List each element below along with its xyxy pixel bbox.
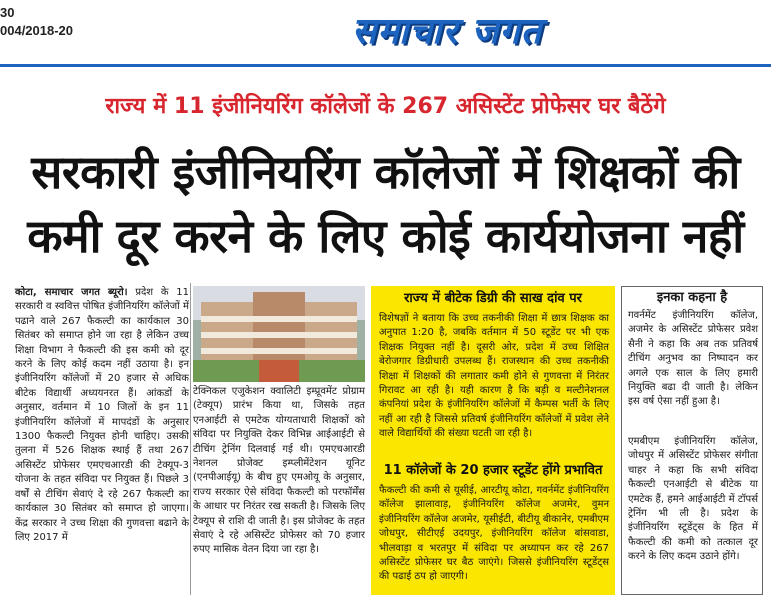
masthead: समाचार जगत: [352, 11, 543, 52]
college-building-photo: [193, 286, 365, 382]
article-headline: [14, 140, 757, 268]
lead-column: [15, 286, 189, 545]
article-kicker: राज्य में 11 इंजीनियरिंग कॉलेजों के 267 असिस्टेंट प्रोफेसर घर बैठेंगे: [105, 94, 666, 119]
quotes-box-paragraph-2: एमबीएम इंजीनियरिंग कॉलेज, जोधपुर में असिस्टेंट प्रोफेसर संगीता चाहर ने कहा कि सभी संविदा फैकल्टी एनआईटी से बीटेक या एमटेक हैं, हमने आईआईटी में टॉपर्स ट्रेनिंग भी ली है। प्रदेश के इंजीनियरिंग स्टूडेंट्स के हित में फैकल्टी की कमी को तत्काल दूर करने के लिए कदम उठाने होंगे।: [628, 436, 758, 563]
page-meta: [0, 4, 73, 40]
page-header: [0, 0, 771, 66]
headline-line-2: कमी दूर करने के लिए कोई कार्ययोजना नहीं: [27, 209, 744, 263]
highlight-box-title: राज्य में बीटेक डिग्री की साख दांव पर: [404, 291, 582, 306]
page-number: 30: [0, 5, 15, 20]
quotes-box-paragraph-1: गवर्नमेंट इंजीनियरिंग कॉलेज, अजमेर के असिस्टेंट प्रोफेसर प्रवेश सैनी ने कहा कि अब तक प्रतिवर्ष टीचिंग अनुभव का निष्पादन कर अगले एक साल के लिए हमारी नियुक्ति बढा दी जाती है। लेकिन इस वर्ष ऐसा नहीं हुआ है।: [628, 310, 758, 408]
highlight-box: [371, 286, 615, 595]
highlight-box-paragraph-2: फैकल्टी की कमी से यूसीई, आरटीयू कोटा, गवर्नमेंट इंजीनियरिंग कॉलेज झालावाड़, इंजीनियरिंग कॉलेज अजमेर, वुमन इंजीनियरिंग कॉलेज अजमेर, यूसीईटी, बीटीयू बीकानेर, एमबीएम जोधपुर, सीटीएई उदयपुर, इंजीनियरिंग कॉलेज बांसवाडा, भीलवाड़ा व भरतपुर में संविदा पर अध्यापन कर रहे 267 असिस्टेंट प्रोफेसर घर बैठ जाएंगे। जिससे इंजीनियरिंग स्टूडेंट्स की पढाई ठप हो जाएगी।: [379, 485, 609, 583]
highlight-box-subtitle: 11 कॉलेजों के 20 हजार स्टूडेंट होंगे प्रभावित: [383, 463, 603, 478]
lead-body: प्रदेश के 11 सरकारी व स्ववित्त पोषित इंजीनियरिंग कॉलेजों में पढाने वाले 267 फैकल्टी का कार्यकाल 30 सितंबर को समाप्त होने जा रहा है लेकिन उच्च शिक्षा विभाग ने फैकल्टी की इस कमी को दूर करने के लिए कोई कदम नहीं उठाया है। इन इंजीनियरिंग कॉलेजों में 20 हजार से अधिक बीटेक विद्यार्थी अध्ययनरत हैं। आंकडों के अनुसार, वर्तमान में 10 जिलों के इन 11 इंजीनियरिंग कॉलेजों में मापदंडों के अनुसार 1300 फैकल्टी नियुक्त होनी चाहिए। उसकी तुलना में 526 शिक्षक स्थाई हैं तथा 267 असिस्टेंट प्रोफेसर एमएचआरडी की टेक्यूप-3 योजना के तहत संविदा पर नियुक्त हैं। पिछले 3 वर्षों से टीचिंग सेवाएं दे रहे 267 फैकल्टी का कार्यकाल 30 सितंबर को समाप्त हो जाएगा। केंद्र सरकार ने उच्च शिक्षा की गुणवत्ता बढाने के लिए 2017 में: [15, 287, 189, 543]
header-rule: [0, 64, 771, 67]
headline-line-1: सरकारी इंजीनियरिंग कॉलेजों में शिक्षकों की: [31, 145, 740, 199]
middle-column: टेक्निकल एजुकेशन क्वालिटी इम्प्रूवमेंट प्रोग्राम (टेक्यूप) प्रारंभ किया था, जिसके तहत एनआईटी से एमटेक योग्यताधारी शिक्षकों को संविदा पर नियुक्ति देकर विभिन्न आईआईटी से टीचिंग ट्रेनिंग दिलवाई गई थी। एमएचआरडी नेशनल प्रोजेक्ट इम्प्लीमेंटेशन यूनिट (एनपीआईयू) के बीच हुए एमओयू के अनुसार, राज्य सरकार ऐसे संविदा फैकल्टी को परफॉर्मेंस के आधार पर निरंतर रख सकती है। जिसके लिए टेक्यूप से राशि दी जाती है। इस प्रोजेक्ट के तहत सेवाएं दे रहे असिस्टेंट प्रोफेसर को 70 हजार रुपए मासिक वेतन दिया जा रहा है।: [193, 386, 365, 556]
quotes-box: [621, 286, 763, 595]
quotes-box-title: इनका कहना है: [656, 290, 728, 305]
dateline: कोटा, समाचार जगत ब्यूरो।: [15, 287, 128, 298]
highlight-box-paragraph-1: विशेषज्ञों ने बताया कि उच्च तकनीकी शिक्षा में छात्र शिक्षक का अनुपात 1:20 है, जबकि वर्तमान में 50 स्टूडेंट पर भी एक शिक्षक नियुक्त नहीं है। दूसरी ओर, प्रदेश में उच्च शिक्षित बेरोजगार डिग्रीधारी उपलब्ध हैं। राजस्थान की उच्च तकनीकी शिक्षा में शिक्षकों की लगातार कमी होने से गुणवत्ता में निरंतर गिरावट आ रही है। यही कारण है कि बड़ी व मल्टीनेशनल कंपनियां प्रदेश के इंजीनियरिंग कॉलेजों में कैम्पस भर्ती के लिए नहीं आ रही है जिससे प्रतिवर्ष इंजीनियरिंग कॉलेजों में प्रवेश लेने वाले विद्यार्थियों की संख्या घटती जा रही है।: [379, 313, 609, 440]
column-divider: [190, 283, 191, 595]
issue-date: 004/2018-20: [0, 23, 74, 38]
